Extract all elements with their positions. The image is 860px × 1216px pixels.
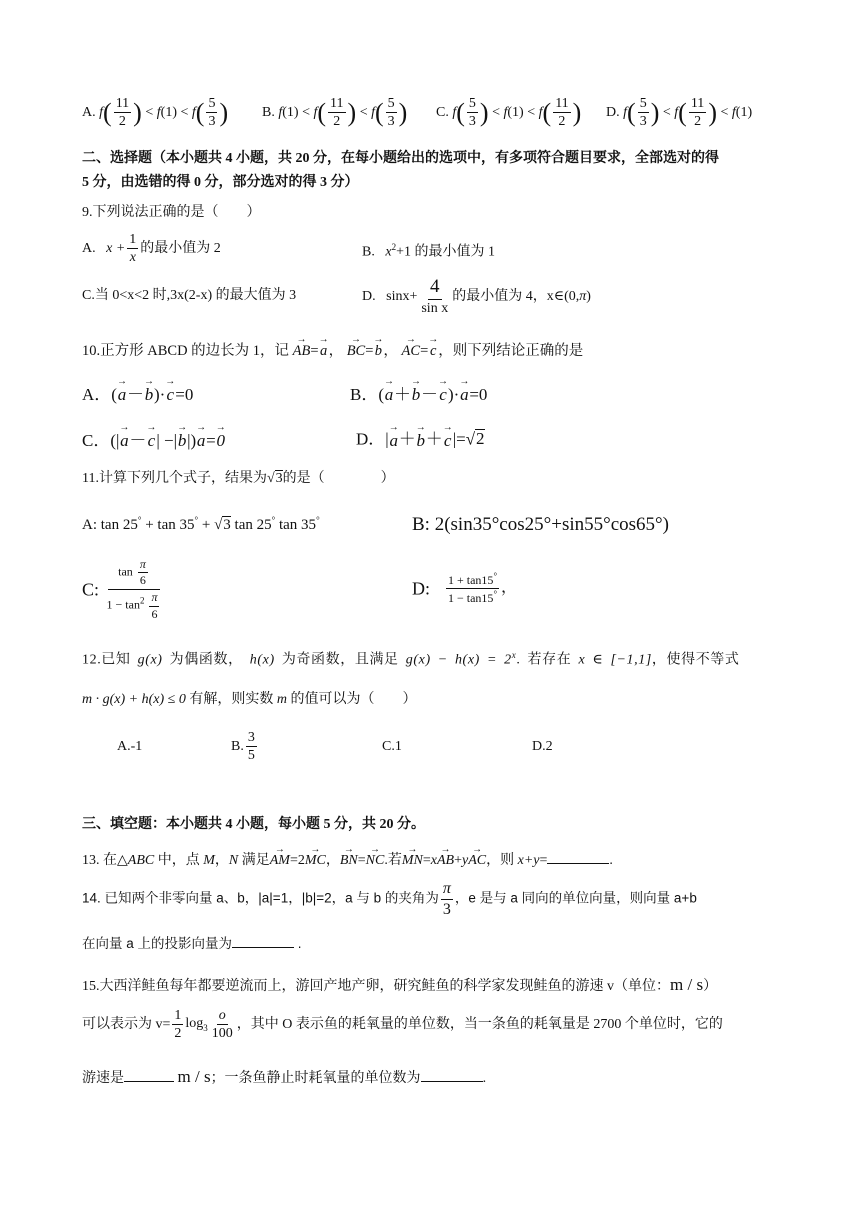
- answer-blank[interactable]: [232, 933, 294, 948]
- q14-line-1: 14. 已知两个非零向量 a、b，|a|=1，|b|=2，a 与 b 的夹角为 $\frac{\pi}{3}$ ，e 是与 a 同向的单位向量，则向量 a+b: [82, 880, 697, 918]
- q8-option-d: D. f( $\frac{5}{3}$ ) < f( $\frac{11}{2}$ ) < f(1): [606, 96, 753, 130]
- q12-option-c: C.1: [382, 739, 402, 754]
- q9-option-b: B. $x^2+1$ 的最小值为 1: [362, 242, 495, 260]
- q11-option-d: D: $\frac{1 + \tan 15^\circ}{1 - \tan 15^\circ}$ ，: [412, 571, 518, 606]
- q11-option-a: A: tan 25° + tan 35° + √3 tan 25° tan 35°: [82, 515, 320, 533]
- answer-blank[interactable]: [421, 1067, 483, 1082]
- q15-line-3: 游速是 m / s；一条鱼静止时耗氧量的单位数为 .: [82, 1067, 487, 1086]
- q12-option-a: A.-1: [117, 739, 143, 754]
- answer-blank[interactable]: [547, 849, 609, 864]
- q12-option-b: B. $\frac{3}{5}$: [231, 730, 255, 764]
- fraction: $\frac{11}{2}$: [115, 96, 130, 130]
- q10-option-c: C．(| → a － → c | −| → b |) → a = → 0: [82, 422, 226, 450]
- section-2-heading-cont: 5 分，由选错的得 0 分，部分选对的得 3 分）: [82, 175, 359, 190]
- q8-option-c: C. f( $\frac{5}{3}$ ) < f(1) < f( $\frac{11}{2}$ ): [436, 96, 582, 130]
- q12-line-2: m · g(x) + h(x) ≤ 0 有解，则实数 m 的值可以为（ ）: [82, 692, 417, 707]
- q11-option-b: B: 2(sin35°cos25°+sin55°cos65°): [412, 514, 669, 535]
- q9-option-d: D. sinx+ $\frac{4}{\text{sin x}}$ 的最小值为 4，x∈(0,π): [362, 276, 591, 316]
- q8-option-b: B. f(1) < f( $\frac{11}{2}$ ) < f( $\frac{5}{3}$ ): [262, 96, 408, 130]
- answer-blank[interactable]: [124, 1067, 174, 1082]
- q11-stem: 11.计算下列几个式子，结果为√3的是（ ）: [82, 471, 395, 486]
- q9-option-c: C.当 0<x<2 时,3x(2-x) 的最大值为 3: [82, 288, 297, 303]
- q9-stem: 9.下列说法正确的是（ ）: [82, 205, 261, 220]
- q13-stem: 13. 在△ABC 中，点 M，N 满足 → AM =2 → MC ， → BN = → NC .若 → MN =x → AB +y → AC ，则 x+y= .: [82, 844, 613, 868]
- q15-line-2: 可以表示为 v= $\frac{1}{2}$ $\log_3$ $\frac{o}{100}$ ，其中 O 表示鱼的耗氧量的单位数，当一条鱼的耗氧量是 2700 个单位时，它的: [82, 1008, 723, 1042]
- q12-line-1: 12.已知 g(x) 为偶函数， h(x) 为奇函数，且满足 $g(x) - h(x) = 2^x$. 若存在 x ∈ [−1,1]，使得不等式: [82, 650, 740, 668]
- q9-option-a: A. x + $\frac{1}{x}$ 的最小值为 2: [82, 232, 221, 266]
- section-2-heading: 二、选择题（本小题共 4 小题，共 20 分，在每小题给出的选项中，有多项符合题目要求，全部选对的得: [82, 151, 719, 166]
- q10-stem: 10.正方形 ABCD 的边长为 1，记 → AB = → a ， → BC = → b ， → AC = → c ，则下列结论正确的是: [82, 334, 584, 359]
- section-3-heading: 三、填空题：本小题共 4 小题，每小题 5 分，共 20 分。: [82, 817, 425, 832]
- option-label: A.: [82, 105, 96, 121]
- q8-option-a: A. f( $\frac{11}{2}$ ) < f(1) < f( $\frac{5}{3}$ ): [82, 96, 229, 130]
- q10-option-a: A．( → a － → b )· → c =0: [82, 376, 194, 404]
- q12-option-d: D.2: [532, 739, 553, 754]
- q11-option-c: C: tan $\frac{\pi}{6}$ $1 - \tan^2$ $\frac{\pi}{6}$: [82, 558, 165, 621]
- q15-line-1: 15.大西洋鲑鱼每年都要逆流而上，游回产地产卵，研究鲑鱼的科学家发现鲑鱼的游速 v（单位：m / s）: [82, 975, 718, 994]
- q14-line-2: 在向量 a 上的投影向量为 .: [82, 933, 302, 951]
- q10-option-b: B．( → a ＋ → b － → c )· → a =0: [350, 376, 488, 404]
- q10-option-d: D．| → a ＋ → b ＋ → c |=√2: [356, 422, 485, 450]
